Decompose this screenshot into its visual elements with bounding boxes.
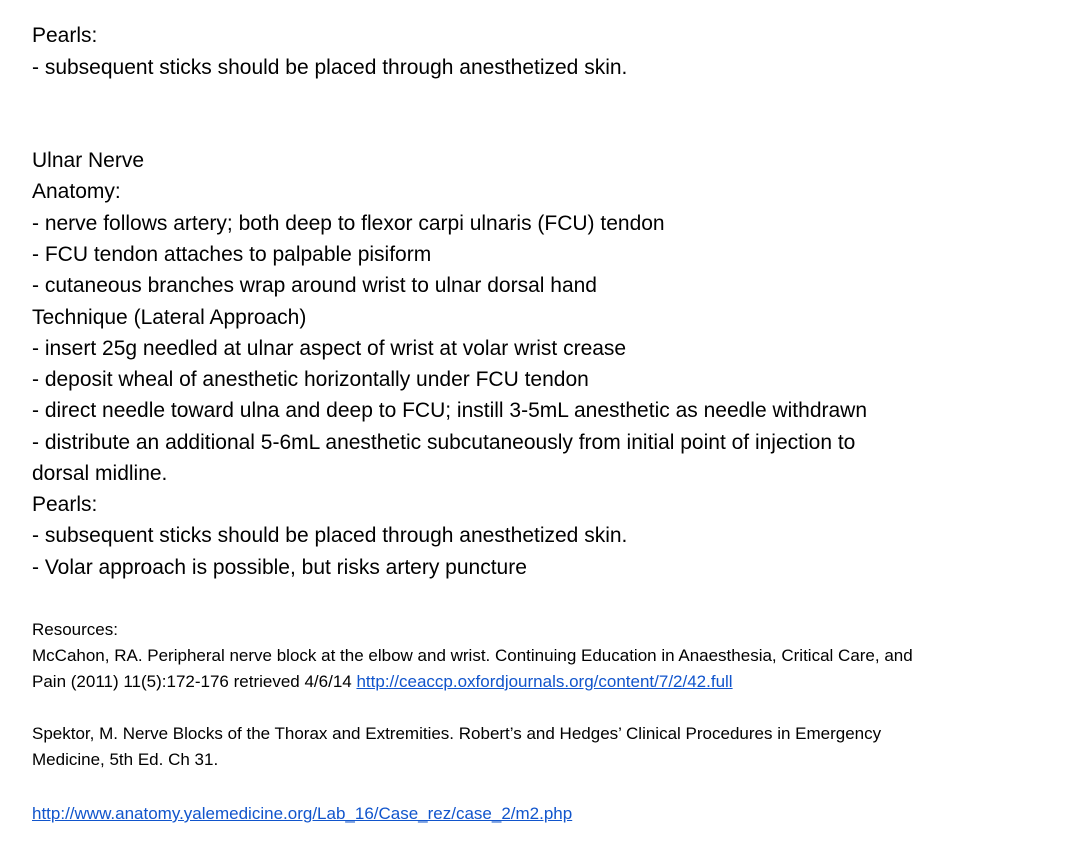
reference-line	[32, 669, 733, 695]
anatomy-item: - nerve follows artery; both deep to flexor carpi ulnaris (FCU) tendon	[32, 212, 665, 235]
section-title: Ulnar Nerve	[32, 149, 145, 172]
reference-text: Pain (2011) 11(5):172-176 retrieved 4/6/14	[32, 672, 357, 691]
pearls-item: - Volar approach is possible, but risks artery puncture	[32, 556, 527, 579]
technique-item: - direct needle toward ulna and deep to FCU; instill 3-5mL anesthetic as needle withdrawn	[32, 399, 868, 422]
anatomy-item: - cutaneous branches wrap around wrist to ulnar dorsal hand	[32, 274, 597, 297]
pearls-item: - subsequent sticks should be placed through anesthetized skin.	[32, 56, 628, 79]
reference-line: Medicine, 5th Ed. Ch 31.	[32, 750, 219, 769]
technique-item: - distribute an additional 5-6mL anesthetic subcutaneously from initial point of injection to	[32, 431, 856, 454]
yale-anatomy-link[interactable]: http://www.anatomy.yalemedicine.org/Lab_16/Case_rez/case_2/m2.php	[32, 804, 573, 823]
reference-line: Spektor, M. Nerve Blocks of the Thorax and Extremities. Robert’s and Hedges’ Clinical Procedures in Emergency	[32, 724, 882, 743]
pearls-heading: Pearls:	[32, 493, 98, 516]
pearls-item: - subsequent sticks should be placed through anesthetized skin.	[32, 524, 628, 547]
oxford-journal-link[interactable]: http://ceaccp.oxfordjournals.org/content/7/2/42.full	[356, 672, 733, 691]
resources-heading: Resources:	[32, 620, 118, 639]
pearls-heading: Pearls:	[32, 24, 98, 47]
technique-item: - deposit wheal of anesthetic horizontally under FCU tendon	[32, 368, 589, 391]
reference-line: McCahon, RA. Peripheral nerve block at the elbow and wrist. Continuing Education in Anaesthesia, Critical Care, and	[32, 646, 913, 665]
technique-item-continuation: dorsal midline.	[32, 462, 168, 485]
technique-item: - insert 25g needled at ulnar aspect of wrist at volar wrist crease	[32, 337, 627, 360]
technique-heading: Technique (Lateral Approach)	[32, 306, 307, 329]
anatomy-item: - FCU tendon attaches to palpable pisiform	[32, 243, 432, 266]
reference-line	[32, 801, 572, 827]
anatomy-heading: Anatomy:	[32, 180, 121, 203]
